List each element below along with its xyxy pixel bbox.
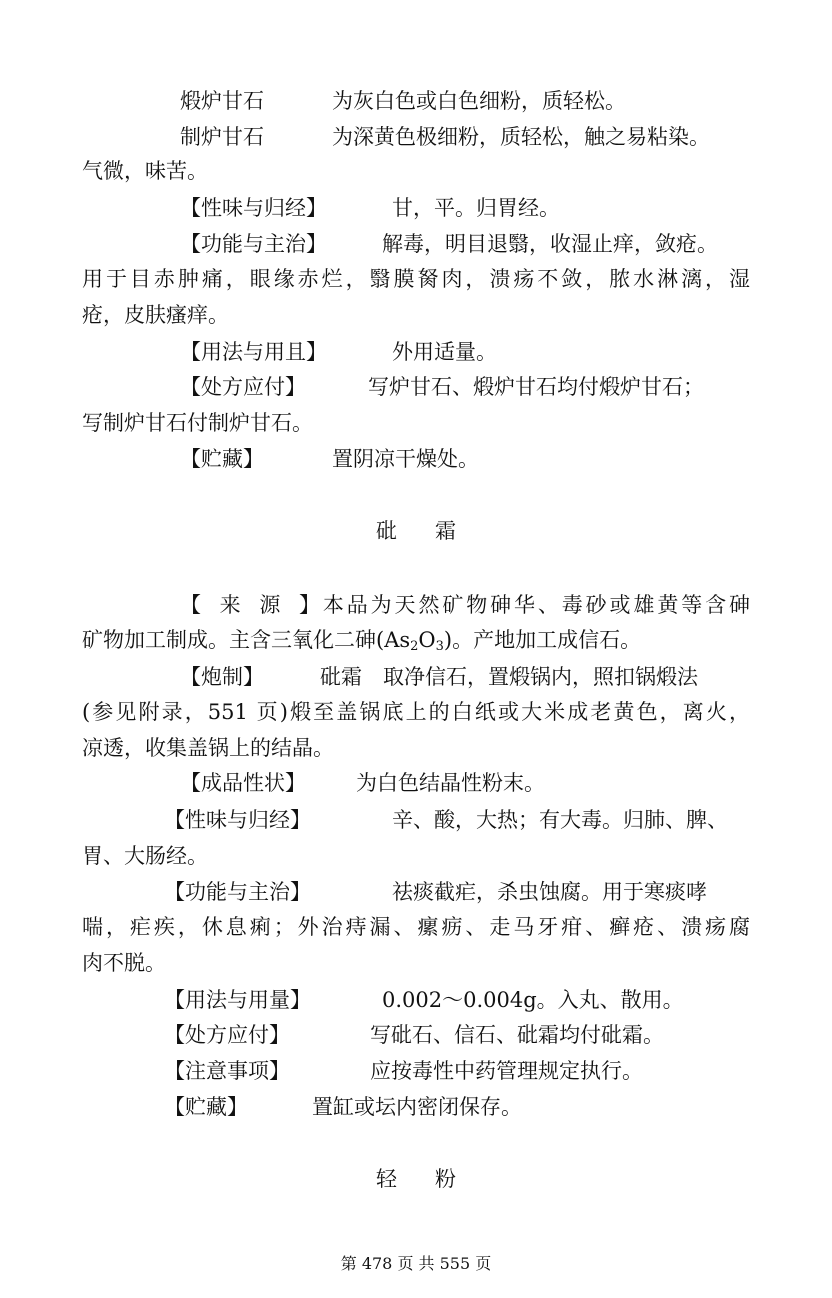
section-label: 【注意事项】 bbox=[164, 1059, 290, 1083]
text-line bbox=[180, 662, 750, 692]
section-text: 本品为天然矿物砷华、毒砂或雄黄等含砷 bbox=[320, 593, 750, 617]
text-line bbox=[82, 625, 750, 655]
text-line: 凉透，收集盖锅上的结晶。 bbox=[82, 736, 334, 760]
term-label: 制炉甘石 bbox=[180, 125, 264, 149]
section-label: 【贮藏】 bbox=[164, 1095, 248, 1119]
text-line bbox=[180, 337, 750, 367]
text-line: 疮，皮肤瘙痒。 bbox=[82, 303, 229, 327]
text-line: 气微，味苦。 bbox=[82, 159, 208, 183]
text-line bbox=[164, 877, 750, 907]
section-text: 解毒，明目退翳，收湿止痒，敛疮。 bbox=[382, 232, 718, 256]
section-label: 【功能与主治】 bbox=[164, 880, 311, 904]
term-text: 为深黄色极细粉，质轻松，触之易粘染。 bbox=[332, 125, 710, 149]
heading-char: 轻 bbox=[376, 1167, 397, 1191]
section-label: 【性味与归经】 bbox=[164, 808, 311, 832]
section-text: 砒霜 取净信石，置煅锅内，照扣锅煅法 bbox=[320, 665, 698, 689]
term-label: 煅炉甘石 bbox=[180, 89, 264, 113]
heading-char: 霜 bbox=[435, 519, 456, 543]
subscript: 3 bbox=[435, 639, 444, 654]
text-line: 用于目赤肿痛，眼缘赤烂，翳膜胬肉，溃疡不敛，脓水淋漓，湿 bbox=[82, 267, 750, 291]
text-segment: )。产地加工成信石。 bbox=[443, 628, 642, 652]
text-line: 写制炉甘石付制炉甘石。 bbox=[82, 411, 313, 435]
section-text: 辛、酸，大热；有大毒。归肺、脾、 bbox=[392, 808, 728, 832]
text-line: (参见附录，551 页)煅至盖锅底上的白纸或大米成老黄色，离火， bbox=[82, 700, 750, 724]
text-line bbox=[164, 805, 750, 835]
text-line bbox=[164, 985, 750, 1015]
text-line bbox=[180, 768, 750, 798]
heading-char: 粉 bbox=[435, 1167, 456, 1191]
section-label: 【处方应付】 bbox=[164, 1023, 290, 1047]
text-line bbox=[180, 229, 750, 259]
text-segment: O bbox=[418, 628, 436, 652]
text-line bbox=[164, 1020, 750, 1050]
section-text: 置阴凉干燥处。 bbox=[332, 447, 479, 471]
entry-heading bbox=[0, 516, 832, 546]
section-text: 置缸或坛内密闭保存。 bbox=[312, 1095, 522, 1119]
text-line bbox=[180, 193, 750, 223]
section-text: 写炉甘石、煅炉甘石均付煅炉甘石； bbox=[368, 375, 704, 399]
section-text: 外用适量。 bbox=[392, 340, 497, 364]
section-text: 为白色结晶性粉末。 bbox=[356, 771, 545, 795]
section-text: 应按毒性中药管理规定执行。 bbox=[370, 1059, 643, 1083]
section-text: 0.002～0.004g。入丸、散用。 bbox=[382, 988, 684, 1012]
section-text: 祛痰截疟，杀虫蚀腐。用于寒痰哮 bbox=[392, 880, 707, 904]
section-label: 【用法与用且】 bbox=[180, 340, 327, 364]
text-line bbox=[180, 372, 750, 402]
text-line: 喘，疟疾，休息痢；外治痔漏、瘰疬、走马牙疳、癣疮、溃疡腐 bbox=[82, 915, 750, 939]
section-text: 写砒石、信石、砒霜均付砒霜。 bbox=[370, 1023, 664, 1047]
page-footer: 第 478 页 共 555 页 bbox=[340, 1254, 492, 1273]
section-label: 【处方应付】 bbox=[180, 375, 306, 399]
text-line bbox=[164, 1092, 750, 1122]
text-line: 肉不脱。 bbox=[82, 951, 166, 975]
term-text: 为灰白色或白色细粉，质轻松。 bbox=[332, 89, 626, 113]
section-label: 【炮制】 bbox=[180, 665, 264, 689]
subscript: 2 bbox=[410, 639, 419, 654]
section-text: 甘，平。归胃经。 bbox=[392, 196, 560, 220]
section-label: 【功能与主治】 bbox=[180, 232, 327, 256]
text-line: 胃、大肠经。 bbox=[82, 844, 208, 868]
text-line bbox=[164, 1056, 750, 1086]
text-line bbox=[180, 86, 750, 116]
section-label: 【性味与归经】 bbox=[180, 196, 327, 220]
section-label: 【成品性状】 bbox=[180, 771, 306, 795]
section-label: 【用法与用量】 bbox=[164, 988, 311, 1012]
text-line bbox=[180, 590, 750, 620]
text-segment: 矿物加工制成。主含三氧化二砷(As bbox=[82, 628, 411, 652]
section-label: 【来源】 bbox=[180, 593, 320, 617]
entry-heading bbox=[0, 1164, 832, 1194]
text-line bbox=[180, 122, 750, 152]
heading-char: 砒 bbox=[376, 519, 397, 543]
text-line bbox=[180, 444, 750, 474]
section-label: 【贮藏】 bbox=[180, 447, 264, 471]
